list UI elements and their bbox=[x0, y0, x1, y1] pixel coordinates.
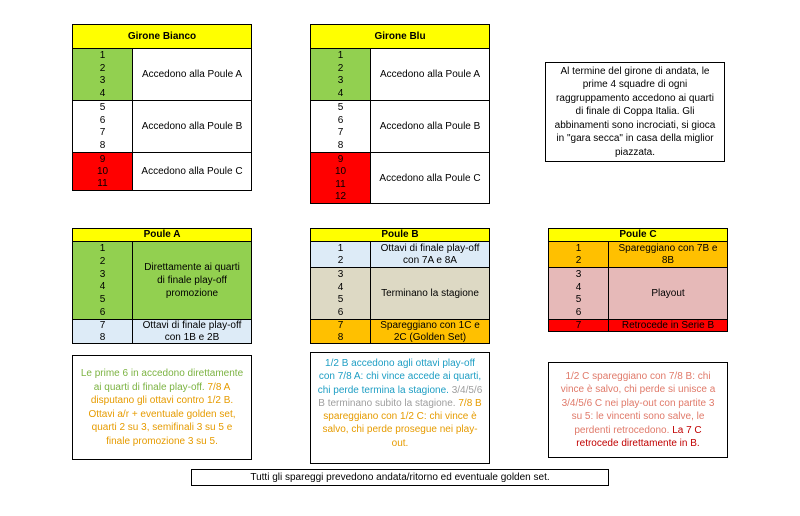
poule-a-table bbox=[72, 228, 252, 344]
poule-b-group-1-label: Ottavi di finale play-off con 7A e 8A bbox=[380, 242, 480, 266]
poule-c-group-2 bbox=[549, 268, 727, 320]
position-number: 9 bbox=[337, 153, 344, 165]
position-number: 7 bbox=[99, 320, 106, 332]
poule-a-group-1-numbers bbox=[73, 242, 133, 319]
position-number: 8 bbox=[337, 140, 344, 152]
poule-c-title: Poule C bbox=[549, 229, 727, 242]
girone-blu-group-b-numbers bbox=[311, 101, 371, 152]
poule-a-group-2-numbers bbox=[73, 320, 133, 343]
girone-bianco-group-b-label: Accedono alla Poule B bbox=[141, 121, 243, 132]
position-number: 11 bbox=[97, 178, 108, 190]
poule-c-group-3-label: Retrocede in Serie B bbox=[621, 319, 715, 331]
poule-b-group-1-numbers bbox=[311, 242, 371, 267]
girone-bianco-group-a bbox=[73, 49, 251, 101]
position-number: 6 bbox=[337, 307, 344, 319]
note-poule-a bbox=[72, 355, 252, 460]
girone-bianco-group-c-label: Accedono alla Poule C bbox=[141, 166, 243, 177]
position-number: 1 bbox=[99, 242, 106, 254]
position-number: 9 bbox=[99, 153, 106, 165]
girone-blu-group-a-label: Accedono alla Poule A bbox=[379, 69, 481, 80]
position-number: 8 bbox=[337, 331, 344, 343]
poule-b-group-3-numbers bbox=[311, 320, 371, 343]
position-number: 1 bbox=[337, 242, 344, 254]
position-number: 3 bbox=[337, 75, 344, 87]
girone-bianco-group-c-numbers bbox=[73, 153, 133, 190]
girone-bianco-group-a-label: Accedono alla Poule A bbox=[141, 69, 243, 80]
girone-bianco-group-b bbox=[73, 101, 251, 153]
girone-bianco-title: Girone Bianco bbox=[73, 25, 251, 49]
poule-c-group-2-label: Playout bbox=[651, 288, 685, 299]
position-number: 3 bbox=[99, 268, 106, 280]
position-number: 6 bbox=[575, 307, 582, 319]
poule-b-group-2-numbers bbox=[311, 268, 371, 319]
position-number: 5 bbox=[99, 101, 106, 113]
position-number: 5 bbox=[337, 294, 344, 306]
position-number: 5 bbox=[99, 294, 106, 306]
girone-blu-group-b-label: Accedono alla Poule B bbox=[379, 121, 481, 132]
note-c-text-1: 1/2 C spareggiano con 7/8 B: chi vince è salvo, chi perde si unisce a 3/4/5/6 C nei play-out con partite 3 su 5: le vincenti sono salve, le perdenti retrocedono. bbox=[560, 370, 716, 436]
poule-b-group-3-label: Spareggiano con 1C e 2C (Golden Set) bbox=[380, 319, 480, 343]
position-number: 12 bbox=[334, 191, 347, 203]
poule-c-group-3 bbox=[549, 320, 727, 331]
note-b-text-3: 7/8 B spareggiano con 1/2 C: chi vince è salvo, chi perde prosegue nei play-out. bbox=[322, 397, 482, 449]
note-poule-c bbox=[548, 362, 728, 458]
girone-bianco-table bbox=[72, 24, 252, 191]
position-number: 10 bbox=[96, 165, 109, 177]
note-c-text-2: La 7 C retrocede direttamente in B. bbox=[576, 424, 702, 449]
position-number: 7 bbox=[575, 320, 582, 331]
poule-a-title: Poule A bbox=[73, 229, 251, 242]
poule-c-group-3-numbers bbox=[549, 320, 609, 331]
poule-b-group-3 bbox=[311, 320, 489, 343]
position-number: 8 bbox=[99, 140, 106, 152]
poule-a-group-1 bbox=[73, 242, 251, 320]
note-a-text-2: 7/8 A disputano gli ottavi contro 1/2 B. Ottavi a/r + eventuale golden set, quarti 2 su 3, semifinali 3 su 5 e finale promozione 3 su 5. bbox=[88, 381, 236, 447]
position-number: 3 bbox=[575, 268, 582, 280]
position-number: 7 bbox=[337, 127, 344, 139]
poule-c-group-2-numbers bbox=[549, 268, 609, 319]
note-b-text-2: 3/4/5/6 B terminano subito la stagione. bbox=[318, 384, 483, 409]
info-text: Al termine del girone di andata, le prime 4 squadre di ogni raggruppamento accedono ai quarti di finale di Coppa Italia. Gli abbinamenti sono incrociati, si gioca in "gara secca" in casa della miglior piazzata. bbox=[554, 65, 716, 158]
girone-blu-group-b bbox=[311, 101, 489, 153]
poule-a-group-2 bbox=[73, 320, 251, 343]
position-number: 1 bbox=[99, 49, 106, 61]
position-number: 1 bbox=[337, 49, 344, 61]
poule-a-group-1-label: Direttamente ai quarti di finale play-off promozione bbox=[144, 262, 240, 299]
girone-blu-table bbox=[310, 24, 490, 204]
position-number: 8 bbox=[99, 331, 106, 343]
position-number: 7 bbox=[99, 127, 106, 139]
position-number: 2 bbox=[99, 255, 106, 267]
poule-b-group-2-label: Terminano la stagione bbox=[381, 288, 479, 299]
girone-blu-group-c-numbers bbox=[311, 153, 371, 203]
position-number: 4 bbox=[337, 88, 344, 100]
position-number: 6 bbox=[337, 114, 344, 126]
position-number: 4 bbox=[337, 281, 344, 293]
poule-c-table bbox=[548, 228, 728, 332]
info-box bbox=[545, 62, 725, 162]
note-b-text-1: 1/2 B accedono agli ottavi play-off con 7/8 A: chi vince accede ai quarti, chi perde termina la stagione. bbox=[317, 358, 482, 396]
position-number: 4 bbox=[99, 281, 106, 293]
footer-note bbox=[191, 469, 609, 486]
position-number: 3 bbox=[337, 268, 344, 280]
poule-b-table bbox=[310, 228, 490, 344]
position-number: 10 bbox=[334, 166, 347, 178]
girone-blu-title: Girone Blu bbox=[311, 25, 489, 49]
position-number: 5 bbox=[337, 101, 344, 113]
position-number: 2 bbox=[99, 62, 106, 74]
position-number: 4 bbox=[575, 281, 582, 293]
poule-c-group-1 bbox=[549, 242, 727, 268]
poule-b-title: Poule B bbox=[311, 229, 489, 242]
poule-c-group-1-label: Spareggiano con 7B e 8B bbox=[618, 242, 718, 266]
position-number: 4 bbox=[99, 88, 106, 100]
position-number: 5 bbox=[575, 294, 582, 306]
position-number: 1 bbox=[575, 242, 582, 254]
position-number: 3 bbox=[99, 75, 106, 87]
note-poule-b bbox=[310, 352, 490, 464]
girone-bianco-group-c bbox=[73, 153, 251, 190]
position-number: 11 bbox=[335, 178, 346, 190]
footer-text: Tutti gli spareggi prevedono andata/ritorno ed eventuale golden set. bbox=[250, 472, 550, 483]
poule-b-group-1 bbox=[311, 242, 489, 268]
poule-a-group-2-label: Ottavi di finale play-off con 1B e 2B bbox=[142, 319, 242, 343]
position-number: 2 bbox=[337, 255, 344, 267]
position-number: 2 bbox=[575, 255, 582, 267]
girone-bianco-group-a-numbers bbox=[73, 49, 133, 100]
position-number: 2 bbox=[337, 62, 344, 74]
girone-bianco-group-b-numbers bbox=[73, 101, 133, 152]
girone-blu-group-c bbox=[311, 153, 489, 203]
girone-blu-group-a-numbers bbox=[311, 49, 371, 100]
poule-b-group-2 bbox=[311, 268, 489, 320]
note-a-text-1: Le prime 6 in accedono direttamente ai quarti di finale play-off. bbox=[80, 368, 244, 393]
position-number: 6 bbox=[99, 307, 106, 319]
position-number: 7 bbox=[337, 320, 344, 332]
poule-c-group-1-numbers bbox=[549, 242, 609, 267]
girone-blu-group-c-label: Accedono alla Poule C bbox=[379, 172, 481, 184]
girone-blu-group-a bbox=[311, 49, 489, 101]
position-number: 6 bbox=[99, 114, 106, 126]
